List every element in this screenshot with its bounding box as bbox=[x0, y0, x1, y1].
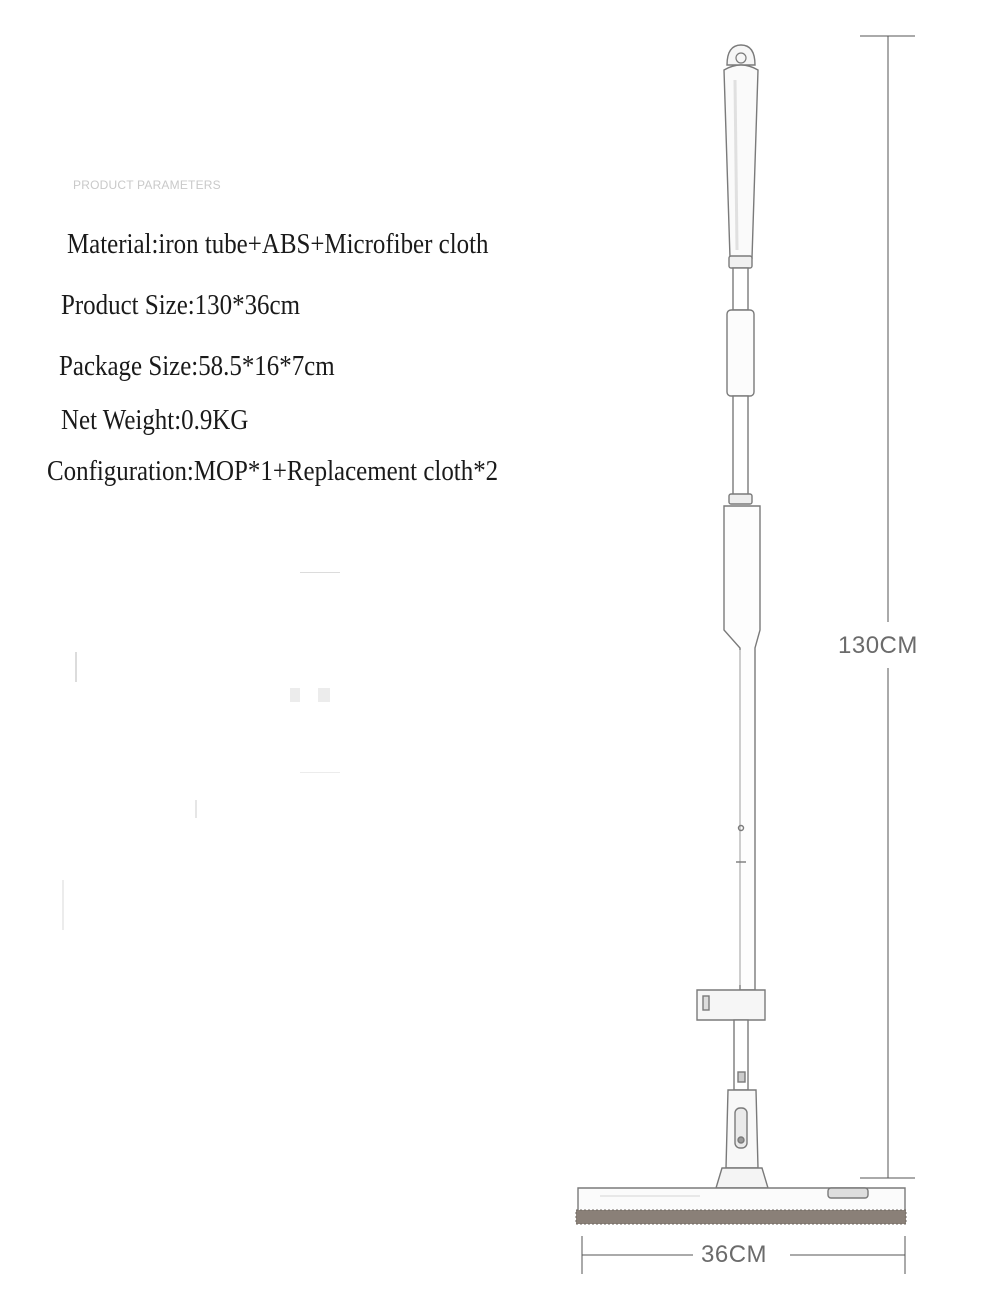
width-dimension-label: 36CM bbox=[701, 1241, 768, 1268]
handle-body bbox=[724, 506, 760, 990]
param-product-size: Product Size:130*36cm bbox=[61, 289, 300, 321]
param-package-size: Package Size:58.5*16*7cm bbox=[59, 350, 335, 382]
param-material: Material:iron tube+ABS+Microfiber cloth bbox=[67, 228, 489, 260]
param-configuration: Configuration:MOP*1+Replacement cloth*2 bbox=[47, 455, 499, 487]
hang-loop bbox=[727, 45, 755, 65]
height-dimension-label: 130CM bbox=[838, 632, 918, 659]
handle-grip bbox=[724, 65, 758, 258]
microfiber-pad bbox=[576, 1210, 906, 1224]
param-net-weight: Net Weight:0.9KG bbox=[61, 404, 249, 436]
params-heading: PRODUCT PARAMETERS bbox=[73, 178, 221, 192]
